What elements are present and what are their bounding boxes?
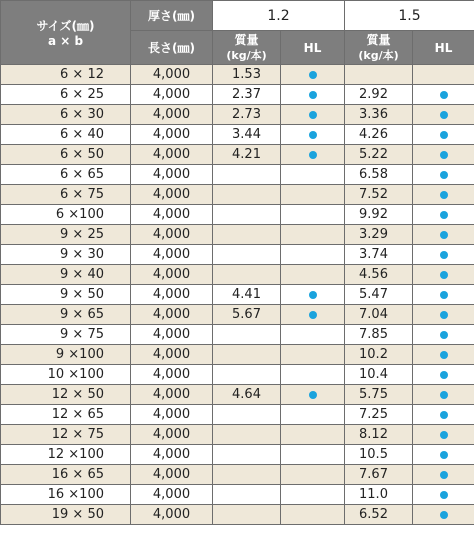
table-row xyxy=(1,145,474,165)
size-cell: 6 × 25 xyxy=(1,85,131,105)
hl-1-2-cell xyxy=(281,425,345,445)
hl-1-2-cell xyxy=(281,185,345,205)
hl-available-dot-icon xyxy=(440,471,448,479)
hl-1-5-cell xyxy=(413,65,474,85)
hl-available-dot-icon xyxy=(440,251,448,259)
length-cell: 4,000 xyxy=(131,265,213,285)
mass-1-2-cell xyxy=(213,485,281,505)
length-cell: 4,000 xyxy=(131,65,213,85)
mass-1-2-cell: 3.44 xyxy=(213,125,281,145)
mass-1-2-cell: 2.37 xyxy=(213,85,281,105)
hl-1-2-cell xyxy=(281,465,345,485)
table-row xyxy=(1,485,474,505)
mass-1-5-cell: 10.2 xyxy=(345,345,413,365)
table-row xyxy=(1,265,474,285)
mass-1-2-cell xyxy=(213,265,281,285)
table-row xyxy=(1,305,474,325)
size-cell: 9 × 50 xyxy=(1,285,131,305)
length-cell: 4,000 xyxy=(131,365,213,385)
size-cell: 12 × 50 xyxy=(1,385,131,405)
size-cell: 9 × 65 xyxy=(1,305,131,325)
mass-1-2-cell: 4.64 xyxy=(213,385,281,405)
size-cell: 6 × 75 xyxy=(1,185,131,205)
length-cell: 4,000 xyxy=(131,305,213,325)
hl-1-2-cell xyxy=(281,205,345,225)
mass-1-5-cell: 8.12 xyxy=(345,425,413,445)
hl-1-2-cell xyxy=(281,145,345,165)
length-cell: 4,000 xyxy=(131,445,213,465)
hl-available-dot-icon xyxy=(440,191,448,199)
hl-available-dot-icon xyxy=(440,171,448,179)
table-row xyxy=(1,285,474,305)
length-cell: 4,000 xyxy=(131,145,213,165)
hl-1-2-cell xyxy=(281,385,345,405)
hl-available-dot-icon xyxy=(440,291,448,299)
table-body xyxy=(1,65,474,525)
hl-available-dot-icon xyxy=(440,271,448,279)
hl-available-dot-icon xyxy=(440,511,448,519)
mass-1-2-cell xyxy=(213,365,281,385)
mass-1-2-cell xyxy=(213,345,281,365)
mass-1-5-cell: 3.36 xyxy=(345,105,413,125)
mass-unit: (kg/本) xyxy=(358,48,399,62)
length-cell: 4,000 xyxy=(131,185,213,205)
hl-available-dot-icon xyxy=(440,491,448,499)
hl-1-2-cell xyxy=(281,245,345,265)
length-cell: 4,000 xyxy=(131,485,213,505)
hl-available-dot-icon xyxy=(440,231,448,239)
mass-1-2-cell xyxy=(213,505,281,525)
mass-1-5-cell: 4.56 xyxy=(345,265,413,285)
length-cell: 4,000 xyxy=(131,505,213,525)
mass-1-5-cell: 7.25 xyxy=(345,405,413,425)
table-row xyxy=(1,125,474,145)
size-header xyxy=(1,1,131,65)
thickness-1-5-header: 1.5 xyxy=(345,1,474,31)
size-cell: 9 × 40 xyxy=(1,265,131,285)
table-row xyxy=(1,85,474,105)
hl-1-2-cell xyxy=(281,485,345,505)
hl-1-5-cell xyxy=(413,325,474,345)
size-cell: 6 ×100 xyxy=(1,205,131,225)
size-formula: a × b xyxy=(47,34,84,48)
size-cell: 6 × 50 xyxy=(1,145,131,165)
hl-available-dot-icon xyxy=(309,111,317,119)
table-row xyxy=(1,345,474,365)
hl-available-dot-icon xyxy=(440,151,448,159)
mass-1-5-cell: 7.67 xyxy=(345,465,413,485)
mass-label: 質量 xyxy=(366,32,391,47)
mass-1-5-cell: 3.74 xyxy=(345,245,413,265)
hl-1-2-cell xyxy=(281,125,345,145)
hl-1-2-cell xyxy=(281,105,345,125)
hl-1-2-cell xyxy=(281,165,345,185)
table-row xyxy=(1,205,474,225)
hl-1-5-cell xyxy=(413,405,474,425)
mass-1-2-cell: 4.41 xyxy=(213,285,281,305)
hl-1-5-cell xyxy=(413,305,474,325)
hl-1-5-cell xyxy=(413,185,474,205)
hl-available-dot-icon xyxy=(440,351,448,359)
size-label: サイズ(㎜) xyxy=(36,19,95,33)
size-cell: 9 × 25 xyxy=(1,225,131,245)
mass-1-2-cell xyxy=(213,185,281,205)
hl-1-5-cell xyxy=(413,245,474,265)
table-row xyxy=(1,105,474,125)
hl-1-2-cell xyxy=(281,225,345,245)
mass-1-5-cell: 11.0 xyxy=(345,485,413,505)
hl-1-5-cell xyxy=(413,505,474,525)
mass-1-2-cell xyxy=(213,405,281,425)
hl-1-2-cell xyxy=(281,85,345,105)
mass-1-2-cell xyxy=(213,425,281,445)
hl-1-5-cell xyxy=(413,445,474,465)
mass-1-5-cell: 10.4 xyxy=(345,365,413,385)
hl-available-dot-icon xyxy=(309,291,317,299)
table-row xyxy=(1,165,474,185)
hl-header-1-5: HL xyxy=(413,31,474,65)
hl-1-2-cell xyxy=(281,405,345,425)
mass-1-2-cell xyxy=(213,165,281,185)
mass-1-5-cell: 7.04 xyxy=(345,305,413,325)
hl-1-5-cell xyxy=(413,165,474,185)
size-cell: 12 × 75 xyxy=(1,425,131,445)
mass-1-5-cell: 2.92 xyxy=(345,85,413,105)
hl-1-2-cell xyxy=(281,65,345,85)
mass-header-1-2 xyxy=(213,31,281,65)
length-cell: 4,000 xyxy=(131,225,213,245)
mass-1-2-cell: 2.73 xyxy=(213,105,281,125)
hl-available-dot-icon xyxy=(440,131,448,139)
length-cell: 4,000 xyxy=(131,405,213,425)
mass-1-5-cell: 7.85 xyxy=(345,325,413,345)
length-cell: 4,000 xyxy=(131,105,213,125)
size-cell: 12 ×100 xyxy=(1,445,131,465)
mass-1-2-cell: 1.53 xyxy=(213,65,281,85)
table-row xyxy=(1,505,474,525)
mass-1-2-cell xyxy=(213,225,281,245)
hl-available-dot-icon xyxy=(440,411,448,419)
mass-unit: (kg/本) xyxy=(226,48,267,62)
hl-available-dot-icon xyxy=(309,311,317,319)
table-row xyxy=(1,245,474,265)
length-cell: 4,000 xyxy=(131,465,213,485)
hl-1-5-cell xyxy=(413,205,474,225)
mass-1-2-cell xyxy=(213,205,281,225)
hl-available-dot-icon xyxy=(440,111,448,119)
hl-available-dot-icon xyxy=(440,431,448,439)
mass-1-5-cell: 10.5 xyxy=(345,445,413,465)
table-row xyxy=(1,385,474,405)
length-cell: 4,000 xyxy=(131,325,213,345)
length-cell: 4,000 xyxy=(131,385,213,405)
length-cell: 4,000 xyxy=(131,85,213,105)
table-row xyxy=(1,405,474,425)
table-row xyxy=(1,365,474,385)
table-row xyxy=(1,445,474,465)
mass-1-2-cell xyxy=(213,465,281,485)
length-cell: 4,000 xyxy=(131,345,213,365)
hl-available-dot-icon xyxy=(440,331,448,339)
hl-1-5-cell xyxy=(413,345,474,365)
mass-1-5-cell: 7.52 xyxy=(345,185,413,205)
hl-1-5-cell xyxy=(413,485,474,505)
table-row xyxy=(1,425,474,445)
hl-1-2-cell xyxy=(281,445,345,465)
mass-header-1-5 xyxy=(345,31,413,65)
hl-1-5-cell xyxy=(413,465,474,485)
size-cell: 12 × 65 xyxy=(1,405,131,425)
mass-1-5-cell: 6.52 xyxy=(345,505,413,525)
hl-available-dot-icon xyxy=(440,211,448,219)
mass-1-5-cell: 5.75 xyxy=(345,385,413,405)
mass-1-5-cell: 5.22 xyxy=(345,145,413,165)
mass-1-5-cell: 4.26 xyxy=(345,125,413,145)
size-cell: 19 × 50 xyxy=(1,505,131,525)
length-header: 長さ(㎜) xyxy=(131,31,213,65)
hl-1-5-cell xyxy=(413,425,474,445)
table-row xyxy=(1,465,474,485)
hl-1-5-cell xyxy=(413,85,474,105)
mass-1-2-cell xyxy=(213,325,281,345)
hl-available-dot-icon xyxy=(440,91,448,99)
mass-1-5-cell: 3.29 xyxy=(345,225,413,245)
length-cell: 4,000 xyxy=(131,165,213,185)
mass-1-5-cell: 9.92 xyxy=(345,205,413,225)
size-cell: 9 × 75 xyxy=(1,325,131,345)
hl-1-2-cell xyxy=(281,285,345,305)
hl-1-5-cell xyxy=(413,285,474,305)
length-cell: 4,000 xyxy=(131,245,213,265)
mass-label: 質量 xyxy=(234,32,259,47)
hl-1-2-cell xyxy=(281,345,345,365)
mass-1-5-cell xyxy=(345,65,413,85)
size-cell: 6 × 65 xyxy=(1,165,131,185)
table-row xyxy=(1,65,474,85)
table-row xyxy=(1,225,474,245)
hl-available-dot-icon xyxy=(440,371,448,379)
hl-1-5-cell xyxy=(413,145,474,165)
length-cell: 4,000 xyxy=(131,125,213,145)
hl-1-5-cell xyxy=(413,385,474,405)
hl-available-dot-icon xyxy=(309,151,317,159)
hl-available-dot-icon xyxy=(440,311,448,319)
hl-available-dot-icon xyxy=(309,71,317,79)
table-row xyxy=(1,325,474,345)
mass-1-5-cell: 5.47 xyxy=(345,285,413,305)
hl-1-5-cell xyxy=(413,225,474,245)
size-cell: 16 × 65 xyxy=(1,465,131,485)
hl-1-2-cell xyxy=(281,305,345,325)
mass-1-2-cell: 4.21 xyxy=(213,145,281,165)
hl-1-2-cell xyxy=(281,265,345,285)
length-cell: 4,000 xyxy=(131,205,213,225)
size-cell: 6 × 40 xyxy=(1,125,131,145)
hl-1-5-cell xyxy=(413,265,474,285)
hl-available-dot-icon xyxy=(309,91,317,99)
hl-1-2-cell xyxy=(281,505,345,525)
length-cell: 4,000 xyxy=(131,285,213,305)
hl-available-dot-icon xyxy=(309,391,317,399)
hl-available-dot-icon xyxy=(440,451,448,459)
size-cell: 16 ×100 xyxy=(1,485,131,505)
size-cell: 6 × 30 xyxy=(1,105,131,125)
size-cell: 10 ×100 xyxy=(1,365,131,385)
hl-1-2-cell xyxy=(281,365,345,385)
table-row xyxy=(1,185,474,205)
thickness-header: 厚さ(㎜) xyxy=(131,1,213,31)
size-cell: 9 ×100 xyxy=(1,345,131,365)
mass-1-2-cell xyxy=(213,245,281,265)
hl-available-dot-icon xyxy=(309,131,317,139)
size-cell: 9 × 30 xyxy=(1,245,131,265)
mass-1-2-cell: 5.67 xyxy=(213,305,281,325)
hl-1-2-cell xyxy=(281,325,345,345)
mass-1-5-cell: 6.58 xyxy=(345,165,413,185)
length-cell: 4,000 xyxy=(131,425,213,445)
hl-available-dot-icon xyxy=(440,391,448,399)
hl-1-5-cell xyxy=(413,365,474,385)
hl-header-1-2: HL xyxy=(281,31,345,65)
thickness-1-2-header: 1.2 xyxy=(213,1,345,31)
hl-1-5-cell xyxy=(413,105,474,125)
hl-1-5-cell xyxy=(413,125,474,145)
size-cell: 6 × 12 xyxy=(1,65,131,85)
mass-1-2-cell xyxy=(213,445,281,465)
